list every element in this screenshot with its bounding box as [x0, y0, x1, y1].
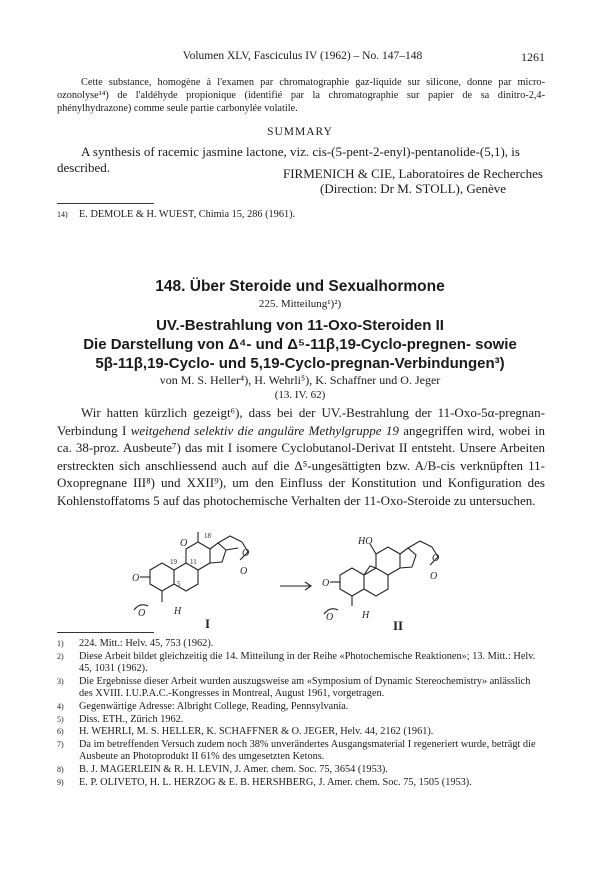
structure-scheme	[130, 530, 490, 630]
atom-H-1: H	[174, 606, 182, 617]
affiliation-line-2: (Direction: Dr M. STOLL), Genève	[320, 181, 507, 196]
footnote-text: E. P. OLIVETO, H. L. HERZOG & E. B. HERSHBERG, J. Amer. chem. Soc. 75, 1505 (1953).	[79, 776, 472, 788]
footnote-text: H. WEHRLI, M. S. HELLER, K. SCHAFFNER & O. JEGER, Helv. 44, 2162 (1961).	[79, 726, 434, 738]
atom-HO: HO	[358, 536, 373, 547]
footnote-7	[57, 739, 545, 764]
summary-text: A synthesis of racemic jasmine lactone, viz. cis-(5-pent-2-enyl)-pentanolide-(5,1), is described.	[57, 144, 520, 175]
atom-O-4: O	[242, 548, 250, 559]
structure-label-II: II	[393, 618, 404, 630]
footnote-2	[57, 651, 545, 676]
footnote-6	[57, 726, 545, 739]
structure-II	[330, 541, 438, 606]
atom-O-6: O	[322, 578, 330, 589]
summary-heading: SUMMARY	[267, 126, 333, 138]
subtitle-line-3: 5β-11β,19-Cyclo- und 5,19-Cyclo-pregnan-Verbindungen³)	[95, 355, 505, 372]
body-italic: weitgehend selektiv die anguläre Methylgruppe 19	[130, 422, 399, 438]
atom-O-2: O	[138, 608, 146, 619]
authors: von M. S. Heller⁴), H. Wehrli⁵), K. Schaffner und O. Jeger	[159, 373, 441, 387]
footnote-rule-2	[57, 632, 154, 633]
footnote-9	[57, 777, 545, 790]
footnote-text: Diss. ETH., Zürich 1962.	[79, 713, 184, 725]
atom-O-3: O	[180, 538, 188, 549]
reaction-arrow	[280, 582, 311, 590]
footnote-rule	[57, 203, 154, 204]
footnote-number: 9)	[57, 777, 64, 787]
footnote-text: B. J. MAGERLEIN & R. H. LEVIN, J. Amer. chem. Soc. 75, 3654 (1953).	[79, 763, 388, 775]
journal-reference: Volumen XLV, Fasciculus IV (1962) – No. 147–148	[182, 50, 423, 62]
atom-H-2: H	[362, 610, 370, 621]
carbon-number-19: 19	[170, 558, 177, 566]
structure-I	[140, 532, 248, 602]
atom-O-8: O	[432, 553, 440, 564]
footnote-number: 7)	[57, 739, 64, 749]
previous-article-paragraph: Cette substance, homogène à l'examen par chromatographie gaz-liquide sur silicone, donne par micro-ozonolyse¹⁴) de l'aldéhyde propionique (identifié par la chromatographie sur papier de sa dinitro-2,4-phénylhydrazone) comme seule partie carbonylée volatile.	[57, 77, 545, 114]
footnote-4	[57, 701, 545, 714]
footnote-number: 2)	[57, 651, 64, 661]
article-title: 148. Über Steroide und Sexualhormone	[155, 278, 445, 295]
carbon-number-5: 5	[177, 580, 181, 588]
footnote-text: E. DEMOLE & H. WUEST, Chimia 15, 286 (1961).	[79, 209, 296, 220]
carbon-number-18: 18	[204, 532, 211, 540]
footnote-14	[57, 209, 545, 222]
body-paragraph	[57, 404, 545, 510]
footnote-number: 14)	[57, 210, 68, 219]
footnote-number: 5)	[57, 714, 64, 724]
footnote-3	[57, 676, 545, 701]
footnote-8	[57, 764, 545, 777]
article-subtitle	[0, 316, 600, 373]
footnote-text: Diese Arbeit bildet gleichzeitig die 14. Mitteilung in der Reihe «Photochemische Reaktionen»; 13. Mitt.: Helv. 45, 1031 (1962).	[79, 650, 536, 675]
body-text-1: Wir hatten kürzlich gezeigt⁶), dass bei der UV.-Bestrahlung der 11-Oxo-5α-pregnan-Verbindung I	[57, 405, 545, 438]
atom-O-7: O	[326, 612, 334, 623]
affiliation-line-1: FIRMENICH & CIE, Laboratoires de Recherches	[283, 166, 543, 181]
footnote-5	[57, 714, 545, 727]
atom-O-9: O	[430, 571, 438, 582]
structure-label-I: I	[205, 616, 211, 630]
footnote-text: Die Ergebnisse dieser Arbeit wurden auszugsweise am «Symposium of Dynamic Stereochemistry» anlässlich des XVIII. I.U.P.A.C.-Kongresses in Montreal, August 1961, vorgetragen.	[79, 675, 531, 700]
subtitle-line-1: UV.-Bestrahlung von 11-Oxo-Steroiden II	[156, 317, 444, 334]
footnote-number: 4)	[57, 701, 64, 711]
body-text-2: angegriffen wird, wobei in ca. 38-proz. Ausbeute⁷) das mit I isomere Cyclobutanol-Derivat II entsteht. Unsere Arbeiten erstreckten sich anschliessend auch auf die Δ⁵-ungesättigten bzw. A/B-cis verknüpften 11-Oxopregnane III⁸) und XXII⁹), um den Einfluss der Konstitution und Konfiguration des Kohlenstoffatoms 5 auf das photochemische Verhalten der 11-Oxo-Steroide zu untersuchen.	[57, 422, 545, 508]
footnote-text: Da im betreffenden Versuch zudem noch 38% unverändertes Ausgangsmaterial I regeneriert wurde, beträgt die Ausbeute an Photoprodukt II 61% des umgesetzten Ketons.	[79, 738, 536, 763]
atom-O-5: O	[240, 566, 248, 577]
footnote-number: 1)	[57, 639, 64, 648]
footnote-text: Gegenwärtige Adresse: Albright College, Reading, Pennsylvania.	[79, 700, 349, 712]
footnote-number: 8)	[57, 764, 64, 774]
footnote-number: 6)	[57, 727, 64, 737]
footnote-list	[57, 638, 545, 789]
footnote-number: 3)	[57, 676, 64, 686]
page-number: 1261	[521, 50, 545, 64]
subtitle-line-2: Die Darstellung von Δ⁴- und Δ⁵-11β,19-Cyclo-pregnen- sowie	[83, 336, 517, 353]
carbon-number-11: 11	[190, 558, 197, 566]
atom-O-1: O	[132, 573, 140, 584]
communication-number: 225. Mitteilung¹)²)	[258, 298, 342, 310]
footnote-text: 224. Mitt.: Helv. 45, 753 (1962).	[79, 638, 214, 649]
footnote-1	[57, 638, 545, 651]
received-date: (13. IV. 62)	[274, 389, 326, 401]
